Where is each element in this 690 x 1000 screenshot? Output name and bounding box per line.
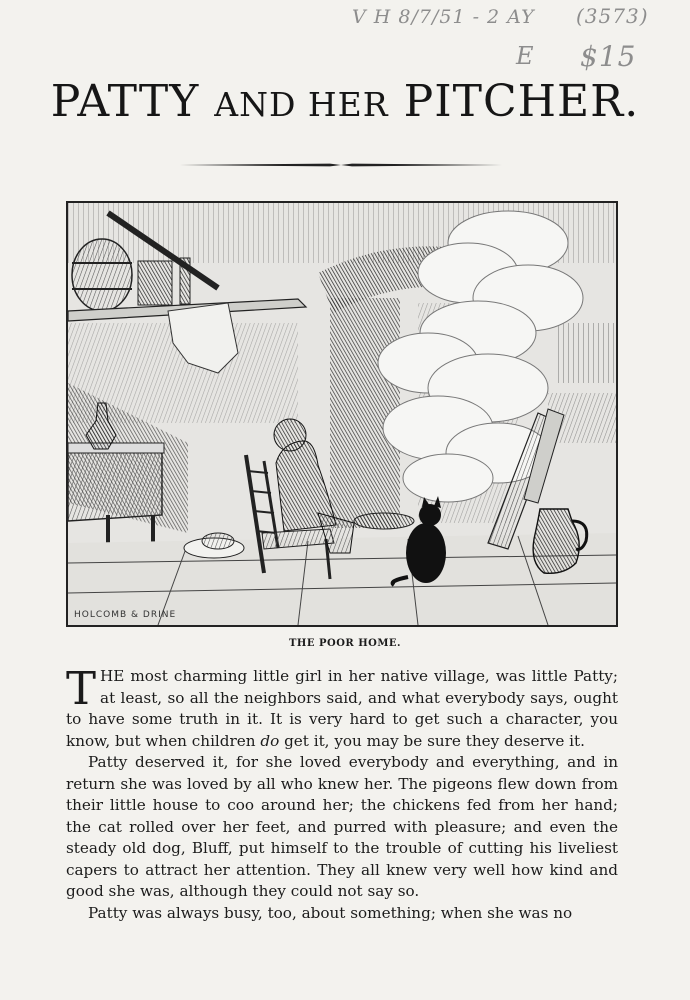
title-word-patty: PATTY: [50, 76, 200, 127]
illustration-caption: THE POOR HOME.: [288, 638, 402, 649]
handwritten-reference: V H 8/7/51 - 2 AY: [352, 6, 535, 28]
engraver-signature: HOLCOMB & DRINE: [74, 610, 177, 620]
paragraph-3: Patty was always busy, too, about something; when she was no: [88, 903, 573, 922]
engraving-illustration: [66, 201, 618, 627]
page-title: [0, 74, 690, 133]
paragraph-1-text: HE most charming little girl in her native village, was little Patty; at least, so all the neighbors said, and what everybody says, ought to have some truth in it. It is very hard to get such a character, you know, but when children: [66, 667, 618, 750]
story-text: [66, 662, 618, 923]
title-ornament-rule: [180, 160, 502, 170]
title-words-and-her: AND HER: [214, 85, 389, 124]
barrel-shape: [72, 239, 132, 311]
paragraph-1: [66, 662, 618, 752]
title-word-pitcher: PITCHER.: [403, 76, 640, 127]
paragraph-2: Patty deserved it, for she loved everybody and everything, and in return she was loved by all who knew her. The pigeons flew down from their little house to coo around her; the chickens fed from her hand; the cat rolled over her feet, and purred with pleasure; and even the steady old dog, Bluff, put himself to the trouble of cutting his liveliest capers to attract her attention. They all knew very well how kind and good she was, although they could not say so.: [66, 753, 618, 900]
handwritten-price: $15: [580, 40, 637, 73]
paragraph-1-end: get it, you may be sure they deserve it.: [284, 731, 585, 750]
poor-home-scene: [68, 203, 616, 625]
emphasis-do: do: [260, 731, 280, 750]
handwritten-code: E: [516, 42, 535, 70]
drop-cap: T: [66, 662, 97, 715]
handwritten-number: (3573): [576, 4, 649, 28]
